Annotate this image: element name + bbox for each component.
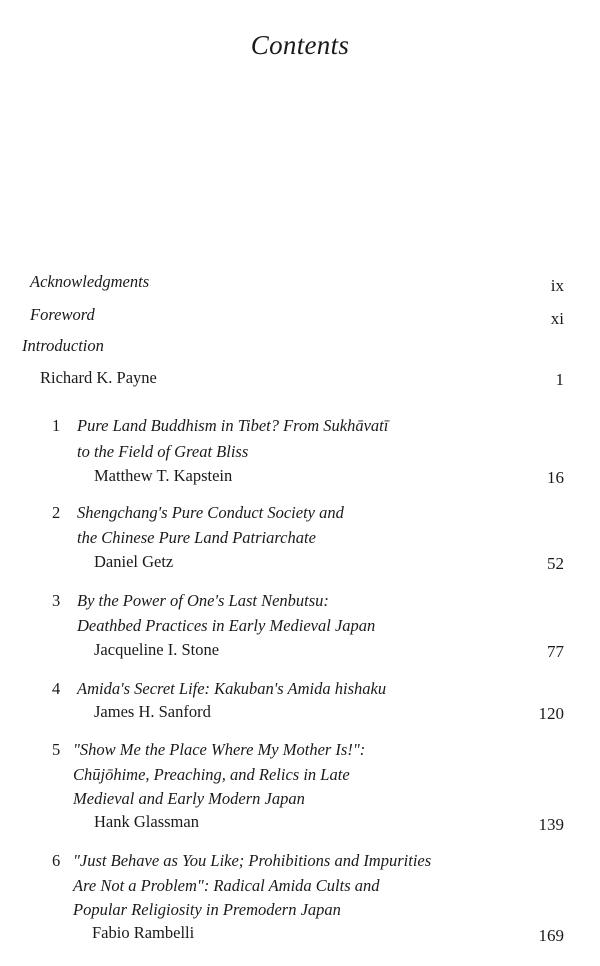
author-name: Daniel Getz — [94, 552, 174, 571]
page-number: 16 — [547, 468, 564, 487]
author-name: Richard K. Payne — [40, 368, 157, 387]
toc-entry-foreword[interactable]: Foreword — [30, 305, 95, 324]
page-number: 52 — [547, 554, 564, 573]
page-number: xi — [550, 309, 564, 328]
chapter-title-line[interactable]: Are Not a Problem": Radical Amida Cults and — [73, 876, 380, 895]
page-number: 120 — [538, 704, 564, 723]
page-number: 169 — [538, 926, 564, 945]
author-name: Matthew T. Kapstein — [94, 466, 233, 485]
toc-entry-acknowledgments[interactable]: Acknowledgments — [30, 272, 150, 291]
chapter-title-line[interactable]: to the Field of Great Bliss — [77, 442, 249, 461]
chapter-number: 4 — [52, 679, 61, 698]
author-name: Fabio Rambelli — [92, 923, 195, 942]
chapter-number: 2 — [52, 503, 61, 522]
chapter-number: 6 — [52, 851, 61, 870]
chapter-title-line[interactable]: By the Power of One's Last Nenbutsu: — [77, 591, 329, 610]
chapter-title-line[interactable]: Pure Land Buddhism in Tibet? From Sukhāvatī — [77, 416, 389, 435]
chapter-title-line[interactable]: Medieval and Early Modern Japan — [73, 789, 305, 808]
chapter-title-line[interactable]: the Chinese Pure Land Patriarchate — [77, 528, 316, 547]
chapter-title-line[interactable]: Shengchang's Pure Conduct Society and — [77, 503, 344, 522]
chapter-number: 3 — [52, 591, 61, 610]
author-name: Jacqueline I. Stone — [94, 640, 220, 659]
page-number: ix — [550, 276, 564, 295]
chapter-number: 1 — [52, 416, 61, 435]
author-name: Hank Glassman — [94, 812, 199, 831]
chapter-title-line[interactable]: "Just Behave as You Like; Prohibitions and Impurities — [73, 851, 432, 870]
chapter-title-line[interactable]: Amida's Secret Life: Kakuban's Amida hishaku — [77, 679, 387, 698]
page-title: Contents — [250, 30, 350, 60]
author-name: James H. Sanford — [94, 702, 211, 721]
page-number: 77 — [547, 642, 564, 661]
page-number: 139 — [538, 815, 564, 834]
page-number: 1 — [555, 370, 564, 389]
chapter-title-line[interactable]: Chūjōhime, Preaching, and Relics in Late — [73, 765, 350, 784]
chapter-title-line[interactable]: Popular Religiosity in Premodern Japan — [73, 900, 341, 919]
chapter-title-line[interactable]: "Show Me the Place Where My Mother Is!": — [73, 740, 366, 759]
chapter-title-line[interactable]: Deathbed Practices in Early Medieval Japan — [77, 616, 376, 635]
chapter-number: 5 — [52, 740, 61, 759]
toc-entry-introduction[interactable]: Introduction — [22, 336, 104, 355]
